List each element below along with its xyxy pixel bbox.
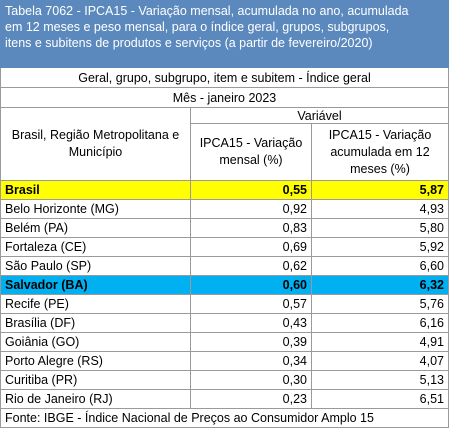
row-name-cell[interactable]: Belém (PA): [1, 219, 191, 238]
row-mensal-cell[interactable]: 0,55: [191, 181, 312, 200]
row-name-cell[interactable]: Brasília (DF): [1, 314, 191, 333]
row-name-cell[interactable]: Recife (PE): [1, 295, 191, 314]
table-row: [1, 181, 449, 200]
row-mensal-cell[interactable]: 0,34: [191, 352, 312, 371]
table-row: [1, 257, 449, 276]
row-mensal-cell[interactable]: 0,69: [191, 238, 312, 257]
row-mensal-cell[interactable]: 0,83: [191, 219, 312, 238]
table-row: [1, 390, 449, 409]
row-mensal-cell[interactable]: 0,39: [191, 333, 312, 352]
row-name-cell[interactable]: Fortaleza (CE): [1, 238, 191, 257]
table-row: [1, 295, 449, 314]
row-mensal-cell[interactable]: 0,57: [191, 295, 312, 314]
row-acum12-cell[interactable]: 4,91: [312, 333, 449, 352]
row-mensal-cell[interactable]: 0,62: [191, 257, 312, 276]
row-name-cell[interactable]: Rio de Janeiro (RJ): [1, 390, 191, 409]
footer-source[interactable]: Fonte: IBGE - Índice Nacional de Preços ao Consumidor Amplo 15: [1, 409, 449, 428]
table-row: [1, 352, 449, 371]
table-row: [1, 371, 449, 390]
table-row: [1, 200, 449, 219]
title-line-3: itens e subitens de produtos e serviços (a partir de fevereiro/2020): [5, 36, 373, 50]
row-acum12-cell[interactable]: 4,93: [312, 200, 449, 219]
row-mensal-cell[interactable]: 0,92: [191, 200, 312, 219]
row-name-cell[interactable]: Curitiba (PR): [1, 371, 191, 390]
row-acum12-cell[interactable]: 5,80: [312, 219, 449, 238]
table-row: [1, 219, 449, 238]
row-acum12-cell[interactable]: 6,32: [312, 276, 449, 295]
row-mensal-cell[interactable]: 0,43: [191, 314, 312, 333]
col-mensal-header[interactable]: IPCA15 - Variação mensal (%): [191, 124, 312, 181]
row-acum12-cell[interactable]: 5,13: [312, 371, 449, 390]
row-acum12-cell[interactable]: 4,07: [312, 352, 449, 371]
title-line-2: em 12 meses e peso mensal, para o índice geral, grupos, subgrupos,: [5, 20, 390, 34]
row-header-cell[interactable]: Brasil, Região Metropolitana e Município: [1, 108, 191, 181]
row-acum12-cell[interactable]: 6,51: [312, 390, 449, 409]
table-title: [1, 1, 449, 68]
title-line-1: Tabela 7062 - IPCA15 - Variação mensal, acumulada no ano, acumulada: [5, 4, 409, 18]
col-acum12-header[interactable]: IPCA15 - Variação acumulada em 12 meses (%): [312, 124, 449, 181]
row-name-cell[interactable]: Salvador (BA): [1, 276, 191, 295]
row-name-cell[interactable]: Belo Horizonte (MG): [1, 200, 191, 219]
row-name-cell[interactable]: Goiânia (GO): [1, 333, 191, 352]
data-rows: [1, 181, 449, 409]
row-acum12-cell[interactable]: 5,76: [312, 295, 449, 314]
row-acum12-cell[interactable]: 5,87: [312, 181, 449, 200]
row-acum12-cell[interactable]: 6,16: [312, 314, 449, 333]
row-mensal-cell[interactable]: 0,23: [191, 390, 312, 409]
period-cell[interactable]: Mês - janeiro 2023: [1, 88, 449, 108]
row-name-cell[interactable]: São Paulo (SP): [1, 257, 191, 276]
table-row: [1, 238, 449, 257]
row-mensal-cell[interactable]: 0,30: [191, 371, 312, 390]
row-mensal-cell[interactable]: 0,60: [191, 276, 312, 295]
row-acum12-cell[interactable]: 6,60: [312, 257, 449, 276]
row-name-cell[interactable]: Porto Alegre (RS): [1, 352, 191, 371]
table-row: [1, 314, 449, 333]
subheader-cell[interactable]: Geral, grupo, subgrupo, item e subitem - Índice geral: [1, 68, 449, 88]
row-name-cell[interactable]: Brasil: [1, 181, 191, 200]
table-row: [1, 276, 449, 295]
variable-label-cell[interactable]: Variável: [191, 108, 449, 124]
table-row: [1, 333, 449, 352]
row-acum12-cell[interactable]: 5,92: [312, 238, 449, 257]
